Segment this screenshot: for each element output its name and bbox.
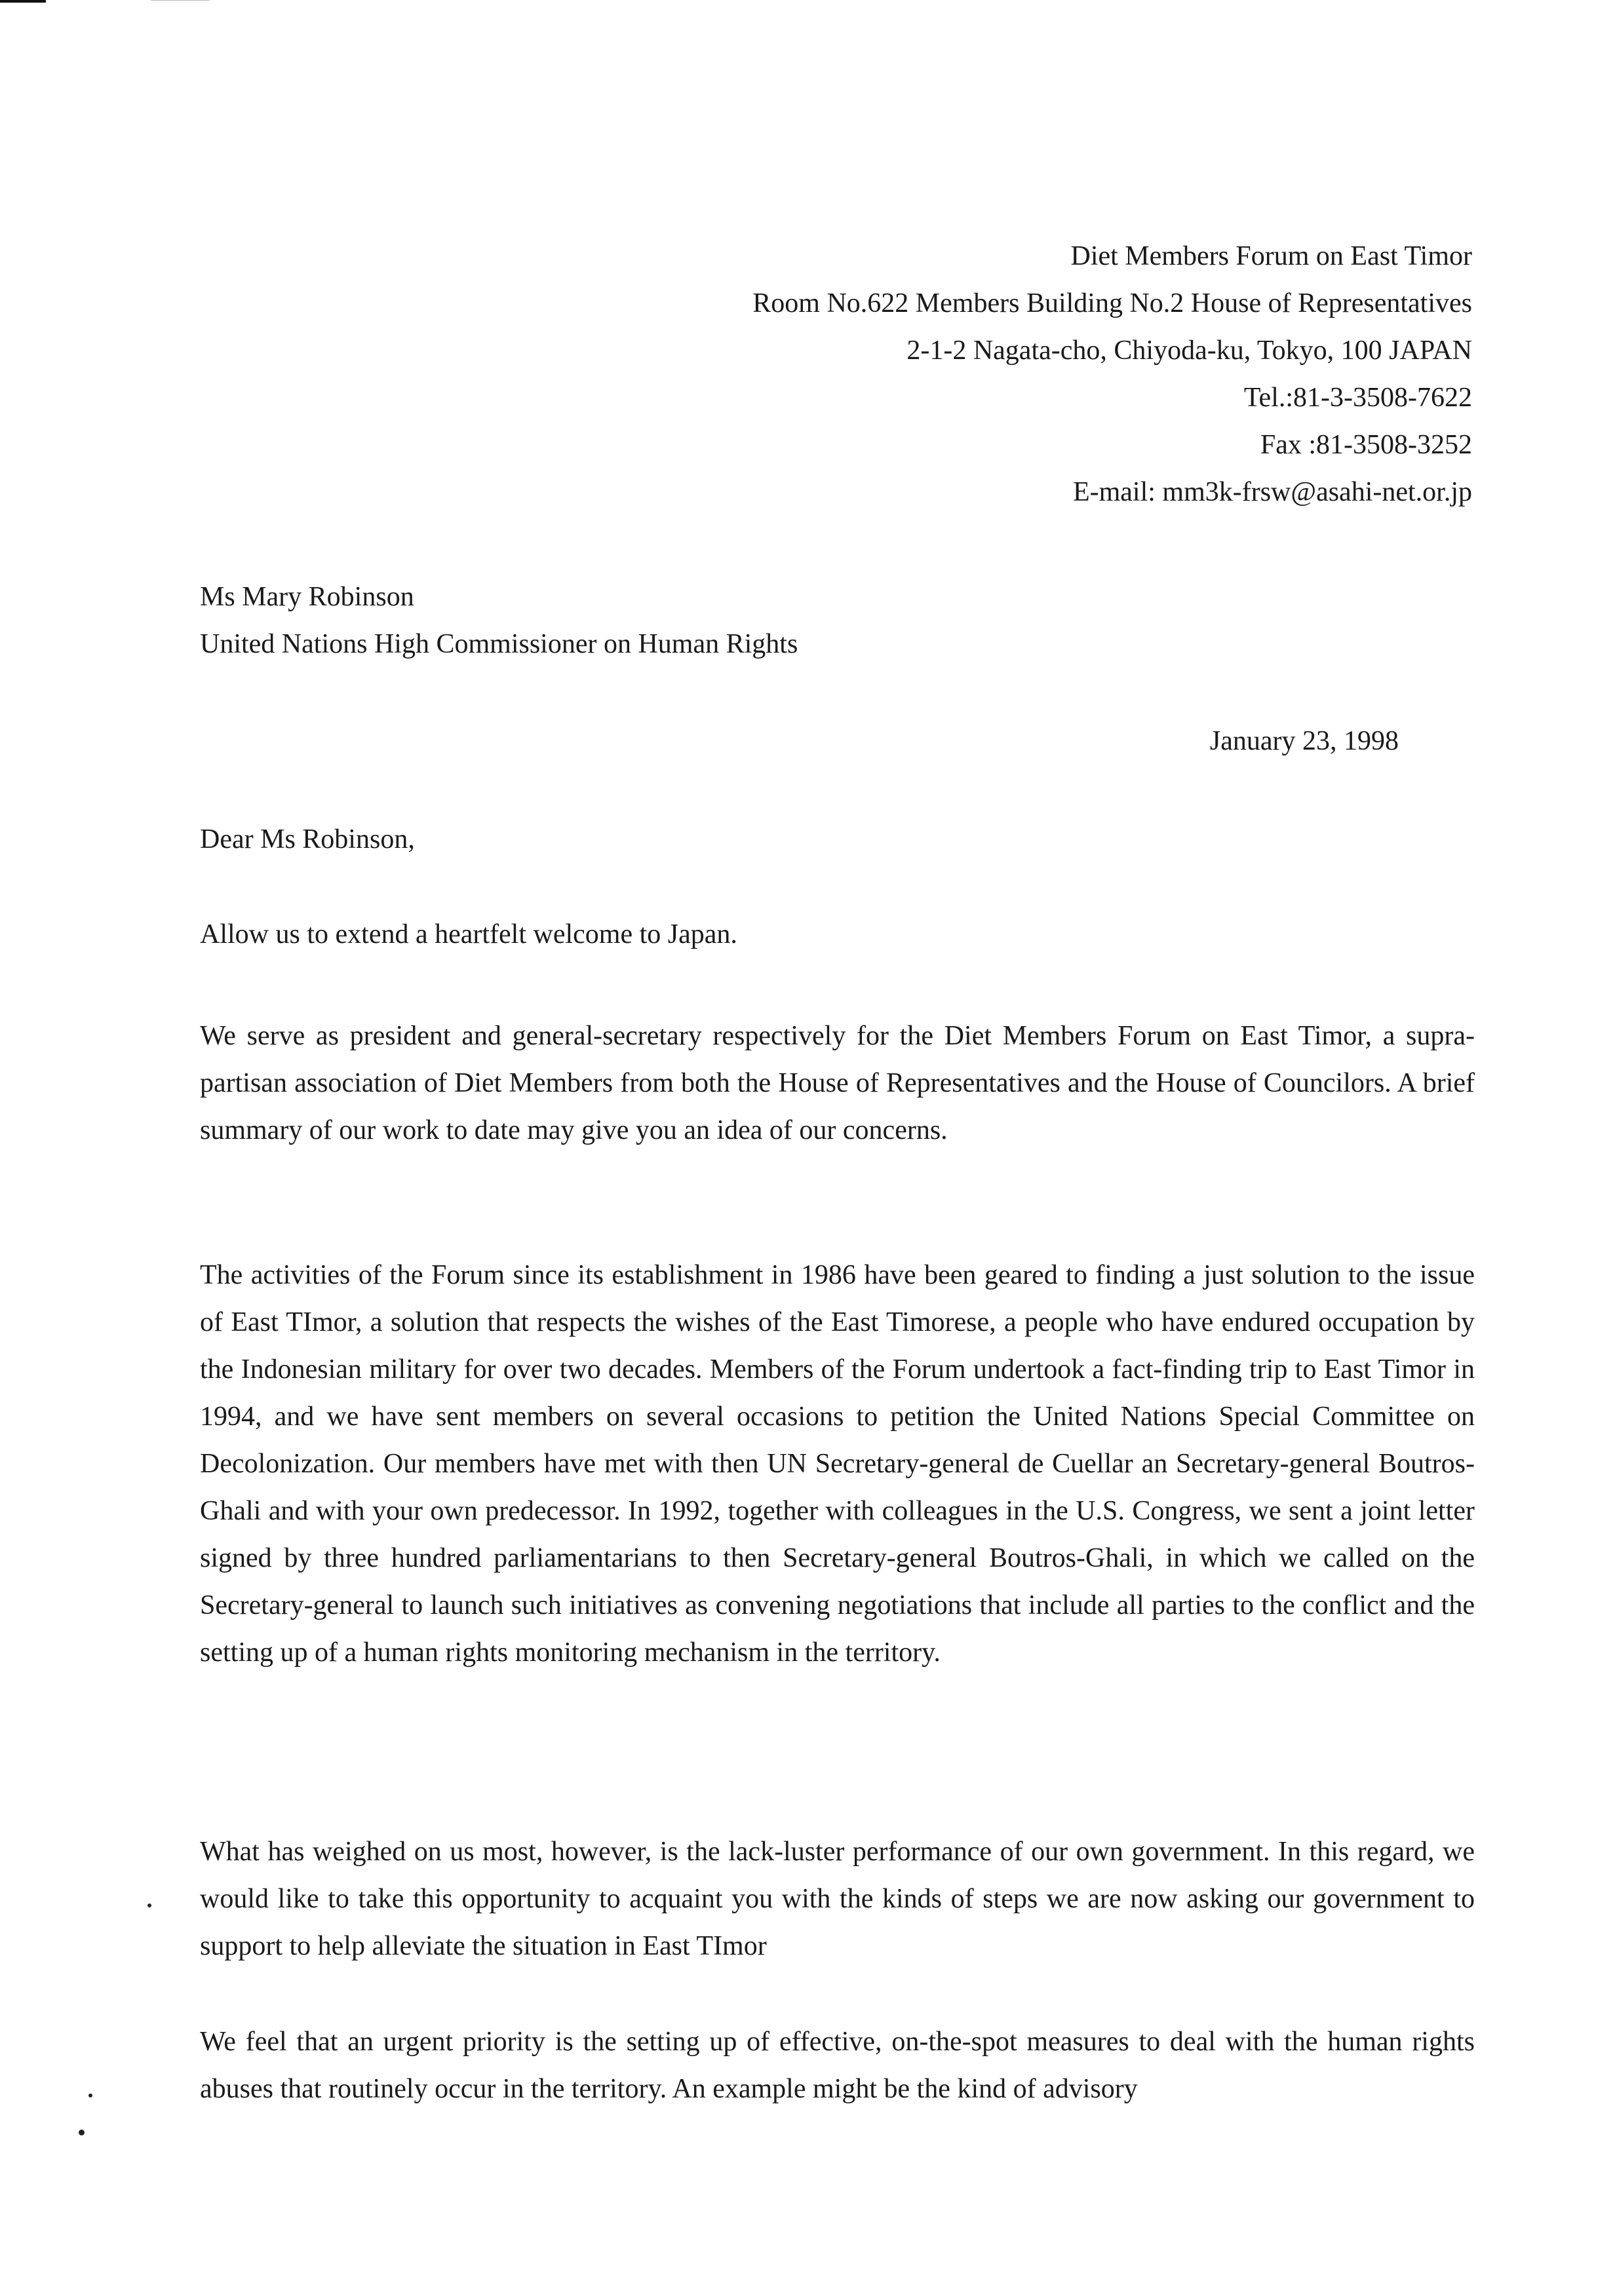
paragraph-serve <box>200 1012 1475 1154</box>
recipient-name: Ms Mary Robinson <box>200 582 414 612</box>
recipient-block <box>200 573 798 668</box>
paragraph-weighed <box>200 1828 1475 1970</box>
salutation: Dear Ms Robinson, <box>200 824 415 854</box>
sender-tel: Tel.:81-3-3508-7622 <box>1243 383 1472 413</box>
sender-address-line2: 2-1-2 Nagata-cho, Chiyoda-ku, Tokyo, 100 JAPAN <box>906 335 1472 366</box>
scan-artifact-line <box>151 0 210 1</box>
sender-fax: Fax :81-3508-3252 <box>1260 430 1472 460</box>
letter-date: January 23, 1998 <box>1209 726 1399 756</box>
recipient-title: United Nations High Commissioner on Human Rights <box>200 629 798 659</box>
paragraph-activities <box>200 1252 1475 1676</box>
scan-artifact-dot <box>88 2094 92 2097</box>
letterhead <box>423 233 1472 516</box>
sender-organization: Diet Members Forum on East Timor <box>1070 241 1472 271</box>
sender-address-line1: Room No.622 Members Building No.2 House of Representatives <box>752 288 1472 318</box>
sender-email: E-mail: mm3k-frsw@asahi-net.or.jp <box>1072 477 1472 507</box>
paragraph-text: We serve as president and general-secretary respectively for the Diet Members Forum on East Timor, a supra-partisan association of Diet Members from both the House of Representatives and the House of Councilors. A brief summary of our work to date may give you an idea of our concerns. <box>200 1021 1475 1145</box>
paragraph-text: What has weighed on us most, however, is the lack-luster performance of our own government. In this regard, we would like to take this opportunity to acquaint you with the kinds of steps we are now asking our government to support to help alleviate the situation in East TImor <box>200 1837 1475 1961</box>
paragraph-text: The activities of the Forum since its establishment in 1986 have been geared to finding a just solution to the issue of East TImor, a solution that respects the wishes of the East Timorese, a people who have endured occupation by the Indonesian military for over two decades. Members of the Forum undertook a fact-finding trip to East Timor in 1994, and we have sent members on several occasions to petition the United Nations Special Committee on Decolonization. Our members have met with then UN Secretary-general de Cuellar an Secretary-general Boutros-Ghali and with your own predecessor. In 1992, together with colleagues in the U.S. Congress, we sent a joint letter signed by three hundred parliamentarians to then Secretary-general Boutros-Ghali, in which we called on the Secretary-general to launch such initiatives as convening negotiations that include all parties to the conflict and the setting up of a human rights monitoring mechanism in the territory. <box>200 1260 1475 1668</box>
scan-artifact-dot <box>79 2130 85 2135</box>
paragraph-urgent <box>200 2018 1475 2113</box>
paragraph-welcome <box>200 911 1475 958</box>
scan-artifact-dot <box>147 1904 151 1907</box>
scan-artifact-mark <box>0 0 46 3</box>
paragraph-text: We feel that an urgent priority is the setting up of effective, on-the-spot measures to deal with the human rights abuses that routinely occur in the territory. An example might be the kind of advisory <box>200 2027 1475 2104</box>
paragraph-text: Allow us to extend a heartfelt welcome to Japan. <box>200 919 737 949</box>
